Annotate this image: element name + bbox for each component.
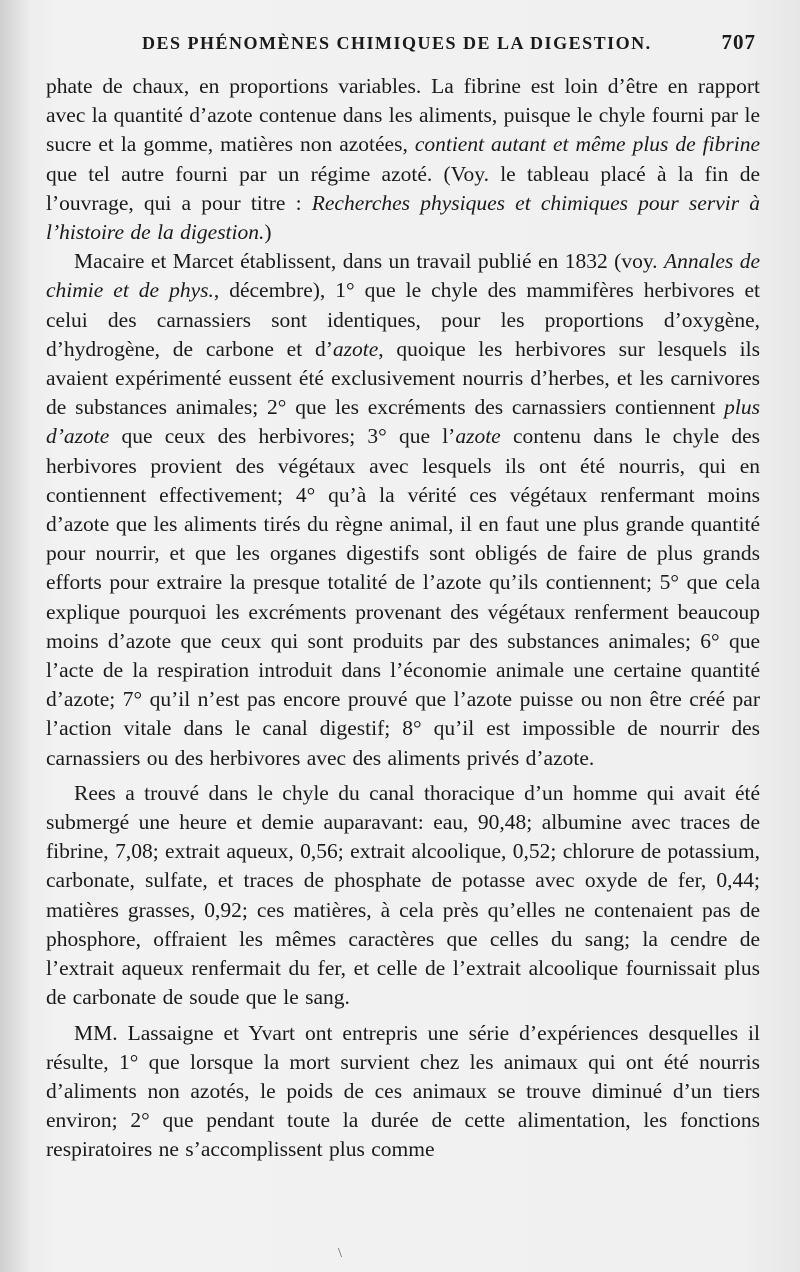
text-run: , quoique les herbivores sur lesquels ils avaient expérimenté eussent été exclusivement nourris d’herbes, et les carnivores de substances animales; 2° que les excréments des carnassiers contiennent [46, 336, 760, 420]
italic-text: plus d’azote [46, 395, 760, 449]
text-run: phate de chaux, en proportions variables. La fibrine est loin d’être en rapport avec la quantité d’azote contenue dans les aliments, puisque le chyle fourni par le sucre et la gomme, matières non azotées, [46, 74, 760, 157]
paragraph-lassaigne-yvart [46, 1019, 760, 1165]
running-header [46, 30, 760, 72]
footer-mark: \ [338, 1246, 342, 1261]
italic-text: contient autant et même plus de fibrine [414, 132, 760, 157]
running-title: DES PHÉNOMÈNES CHIMIQUES DE LA DIGESTION. [142, 33, 652, 53]
text-run: ) [264, 220, 272, 245]
text-run: que tel autre fourni par un régime azoté. (Voy. le tableau placé à la fin de l’ouvrage, qui a pour titre : [46, 161, 760, 215]
italic-text: azote [455, 424, 501, 449]
paragraph-continuation [46, 72, 760, 247]
page-body [46, 72, 760, 1165]
italic-text: Annales de chimie et de phys. [46, 249, 760, 303]
text-run: contenu dans le chyle des herbivores provient des végétaux avec lesquels ils ont été nourris, qui en contiennent effectivement; 4° qu’à la vérité ces végétaux renfermant moins d’azote que les aliments tirés du règne animal, il en faut une plus grande quantité pour nourrir, et que les organes digestifs sont obligés de faire de plus grands efforts pour extraire la presque totalité de l’azote qu’ils contiennent; 5° que cela explique pourquoi les excréments provenant des végétaux renferment beaucoup moins d’azote que ceux qui sont produits par des substances animales; 6° que l’acte de la respiration introduit dans l’économie animale une certaine quantité d’azote; 7° qu’il n’est pas encore prouvé que l’azote puisse ou non être créé par l’action vitale dans le canal digestif; 8° qu’il est impossible de nourrir des carnassiers ou des herbivores avec des aliments privés d’azote. [46, 424, 761, 770]
paragraph-rees [46, 779, 760, 1013]
text-run: Macaire et Marcet établissent, dans un travail publié en 1832 (voy. [74, 249, 664, 274]
text-run: que ceux des herbivores; 3° que l’ [109, 424, 456, 449]
text-run: , décembre), 1° que le chyle des mammifères herbivores et celui des carnassiers sont identiques, pour les proportions d’oxygène, d’hydrogène, de carbone et d’ [46, 278, 761, 361]
page-number: 707 [721, 30, 756, 54]
italic-text: Recherches physiques et chimiques pour servir à l’histoire de la digestion. [46, 190, 761, 245]
italic-text: azote [332, 336, 379, 361]
paragraph-macaire-marcet [46, 247, 760, 773]
text-run: MM. Lassaigne et Yvart ont entrepris une série d’expériences desquelles il résulte, 1° que lorsque la mort survient chez les animaux qui ont été nourris d’aliments non azotés, le poids de ces animaux se trouve diminué d’un tiers environ; 2° que pendant toute la durée de cette alimentation, les fonctions respiratoires ne s’accomplissent plus comme [46, 1020, 760, 1162]
text-run: Rees a trouvé dans le chyle du canal thoracique d’un homme qui avait été submergé une heure et demie auparavant: eau, 90,48; albumine avec traces de fibrine, 7,08; extrait aqueux, 0,56; extrait alcoolique, 0,52; chlorure de potassium, carbonate, sulfate, et traces de phosphate de potasse avec oxyde de fer, 0,44; matières grasses, 0,92; ces matières, à cela près qu’elles ne contenaient pas de phosphore, offraient les mêmes caractères que celles du sang; la cendre de l’extrait aqueux renfermait du fer, et celle de l’extrait alcoolique fournissait plus de carbonate de soude que le sang. [46, 780, 760, 1010]
